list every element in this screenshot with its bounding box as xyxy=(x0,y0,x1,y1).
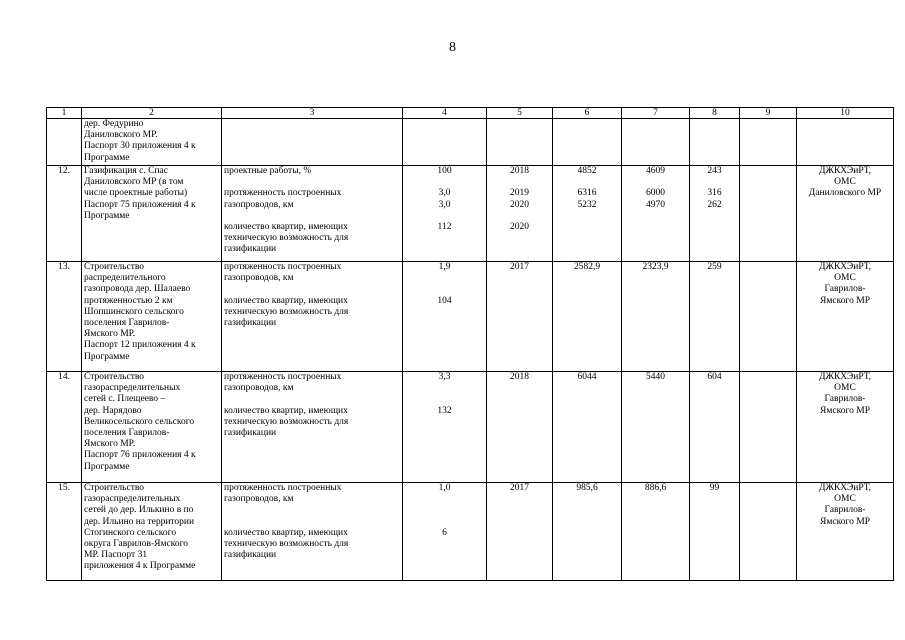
program-table xyxy=(46,107,894,581)
cell-line: ДЖКХЭиРТ, xyxy=(818,262,872,272)
cell-line xyxy=(224,211,400,222)
cell-line: 886,6 xyxy=(644,483,667,493)
indicator-value-cell xyxy=(403,483,487,581)
cell-line xyxy=(224,284,400,295)
cell-line xyxy=(224,517,400,528)
cell-line: 4852 xyxy=(577,166,597,176)
cell-line: 5232 xyxy=(577,199,597,210)
cell-line: 1,9 xyxy=(438,262,451,272)
cell-line: Шопшинского сельского xyxy=(84,306,184,317)
row-number: 15. xyxy=(47,483,82,581)
table-row xyxy=(47,262,894,372)
cell-line: протяженность построенных xyxy=(224,483,342,493)
cell-line: Ямского МР xyxy=(820,516,870,527)
cell-line: техническую возможность для xyxy=(224,416,349,427)
funding-total-cell xyxy=(553,119,622,166)
cell-line: Ямского МР. xyxy=(84,329,136,340)
funding-local-cell xyxy=(690,483,740,581)
cell-line: 99 xyxy=(709,483,720,493)
cell-line: протяженность построенных xyxy=(224,188,342,199)
cell-line: 132 xyxy=(437,405,452,416)
cell-line: Строительство xyxy=(84,262,145,272)
cell-line: протяженностью 2 км xyxy=(84,295,173,306)
cell-line: 3,3 xyxy=(438,372,451,382)
row-number xyxy=(47,119,82,166)
cell-line: 6044 xyxy=(577,372,597,382)
executor-cell xyxy=(797,372,894,483)
cell-line: 3,0 xyxy=(438,199,451,210)
cell-line: ДЖКХЭиРТ, xyxy=(818,483,872,493)
object-name-cell xyxy=(82,372,222,483)
funding-regional-cell xyxy=(622,483,690,581)
cell-line xyxy=(224,177,400,188)
cell-line: 1,0 xyxy=(438,483,451,493)
object-name-cell xyxy=(82,262,222,372)
cell-line: газопроводов, км xyxy=(224,199,294,210)
cell-line: приложения 4 к Программе xyxy=(84,561,196,572)
cell-line: Ямского МР. xyxy=(84,439,136,450)
cell-line: газопроводов, км xyxy=(224,273,294,284)
column-header: 5 xyxy=(487,108,553,119)
cell-line: Даниловского МР. xyxy=(84,130,158,141)
column-header: 7 xyxy=(622,108,690,119)
cell-line: ДЖКХЭиРТ, xyxy=(818,372,872,382)
cell-line xyxy=(405,177,484,188)
funding-local-cell xyxy=(690,372,740,483)
funding-total-cell xyxy=(553,483,622,581)
funding-regional-cell xyxy=(622,372,690,483)
cell-line: протяженность построенных xyxy=(224,372,342,382)
cell-line: 2323,9 xyxy=(642,262,669,272)
cell-line: 262 xyxy=(707,199,722,210)
cell-line: ДЖКХЭиРТ, xyxy=(818,166,872,176)
indicator-cell xyxy=(222,262,403,372)
cell-line: Программе xyxy=(84,210,130,221)
funding-regional-cell xyxy=(622,262,690,372)
cell-line: Гаврилов- xyxy=(824,284,866,295)
year-cell xyxy=(487,483,553,581)
funding-total-cell xyxy=(553,372,622,483)
cell-line: сетей до дер. Илькино в по xyxy=(84,505,194,516)
cell-line xyxy=(224,394,400,405)
table-row xyxy=(47,372,894,483)
cell-line: Стогинского сельского xyxy=(84,527,177,538)
row-number: 12. xyxy=(47,166,82,262)
cell-line: 5440 xyxy=(646,372,665,382)
cell-line: Строительство xyxy=(84,483,145,493)
cell-line: 2018 xyxy=(510,166,529,176)
cell-line: 604 xyxy=(707,372,722,382)
year-cell xyxy=(487,119,553,166)
year-cell xyxy=(487,166,553,262)
funding-local-cell xyxy=(690,262,740,372)
cell-line xyxy=(692,177,737,188)
cell-line: 316 xyxy=(707,188,722,199)
cell-line: распределительного xyxy=(84,273,166,284)
cell-line: техническую возможность для xyxy=(224,538,349,549)
cell-line: дер. Ильино на территории xyxy=(84,516,195,527)
cell-line: 2020 xyxy=(510,199,529,210)
indicator-value-cell xyxy=(403,262,487,372)
cell-line: газификации xyxy=(224,550,277,561)
cell-line: 6 xyxy=(442,527,447,538)
cell-line: ОМС xyxy=(834,273,856,284)
cell-line: Программе xyxy=(84,461,130,472)
cell-line: техническую возможность для xyxy=(224,306,349,317)
cell-line: 2019 xyxy=(510,188,529,199)
cell-line: Строительство xyxy=(84,372,145,382)
cell-line xyxy=(405,273,484,284)
row-number: 13. xyxy=(47,262,82,372)
cell-line: количество квартир, имеющих xyxy=(224,295,348,306)
cell-line: количество квартир, имеющих xyxy=(224,221,348,232)
funding-other-cell xyxy=(740,166,797,262)
cell-line: Даниловского МР xyxy=(808,188,882,199)
cell-line: количество квартир, имеющих xyxy=(224,527,348,538)
cell-line xyxy=(555,177,619,188)
column-header: 10 xyxy=(797,108,894,119)
cell-line: Паспорт 30 приложения 4 к xyxy=(84,141,196,152)
cell-line: количество квартир, имеющих xyxy=(224,405,348,416)
cell-line: техническую возможность для xyxy=(224,233,349,244)
cell-line: сетей с. Плещеево – xyxy=(84,394,166,405)
cell-line: 6316 xyxy=(577,188,597,199)
table-row xyxy=(47,166,894,262)
cell-line xyxy=(405,284,484,295)
column-header: 3 xyxy=(222,108,403,119)
cell-line: газопроводов, км xyxy=(224,383,294,394)
funding-other-cell xyxy=(740,119,797,166)
cell-line: Паспорт 76 приложения 4 к xyxy=(84,450,196,461)
column-header: 2 xyxy=(82,108,222,119)
cell-line: 2020 xyxy=(510,221,529,232)
column-header: 1 xyxy=(47,108,82,119)
column-header: 8 xyxy=(690,108,740,119)
year-cell xyxy=(487,262,553,372)
cell-line: Великосельского сельского xyxy=(84,416,195,427)
row-number: 14. xyxy=(47,372,82,483)
table-row xyxy=(47,483,894,581)
cell-line: протяженность построенных xyxy=(224,262,342,272)
funding-other-cell xyxy=(740,372,797,483)
cell-line xyxy=(489,177,550,188)
indicator-cell xyxy=(222,372,403,483)
indicator-cell xyxy=(222,483,403,581)
cell-line xyxy=(489,211,550,222)
cell-line: Программе xyxy=(84,152,130,163)
column-header: 9 xyxy=(740,108,797,119)
cell-line: 243 xyxy=(707,166,722,176)
cell-line xyxy=(405,517,484,528)
cell-line: газораспределительных xyxy=(84,494,181,505)
cell-line: Газификация с. Спас xyxy=(84,166,168,176)
cell-line: поселения Гаврилов- xyxy=(84,318,170,329)
funding-total-cell xyxy=(553,166,622,262)
cell-line: 4609 xyxy=(646,166,665,176)
cell-line: газопроводов, км xyxy=(224,494,294,505)
cell-line: Паспорт 75 приложения 4 к xyxy=(84,199,196,210)
cell-line: Ямского МР xyxy=(820,405,870,416)
executor-cell xyxy=(797,483,894,581)
cell-line: 4970 xyxy=(646,199,665,210)
cell-line: Ямского МР xyxy=(820,295,870,306)
year-cell xyxy=(487,372,553,483)
object-name-cell xyxy=(82,119,222,166)
cell-line: 2017 xyxy=(510,483,529,493)
cell-line: 2017 xyxy=(510,262,529,272)
cell-line: числе проектные работы) xyxy=(84,188,188,199)
cell-line: Паспорт 12 приложения 4 к xyxy=(84,340,196,351)
cell-line xyxy=(405,383,484,394)
cell-line: ОМС xyxy=(834,383,856,394)
cell-line: 100 xyxy=(437,166,452,176)
indicator-value-cell xyxy=(403,119,487,166)
cell-line: округа Гаврилов-Ямского xyxy=(84,539,189,550)
cell-line xyxy=(405,211,484,222)
indicator-value-cell xyxy=(403,372,487,483)
funding-regional-cell xyxy=(622,119,690,166)
cell-line xyxy=(405,505,484,516)
cell-line: 2018 xyxy=(510,372,529,382)
cell-line xyxy=(405,494,484,505)
executor-cell xyxy=(797,262,894,372)
column-header: 6 xyxy=(553,108,622,119)
cell-line: Даниловского МР (в том xyxy=(84,177,184,188)
cell-line: 104 xyxy=(437,295,452,306)
table-row xyxy=(47,119,894,166)
funding-regional-cell xyxy=(622,166,690,262)
page-number: 8 xyxy=(449,40,456,55)
cell-line: МР. Паспорт 31 xyxy=(84,550,148,561)
indicator-value-cell xyxy=(403,166,487,262)
cell-line: 3,0 xyxy=(438,188,451,199)
column-header: 4 xyxy=(403,108,487,119)
object-name-cell xyxy=(82,166,222,262)
cell-line: газораспределительных xyxy=(84,383,181,394)
cell-line: газификации xyxy=(224,318,277,328)
cell-line: дер. Федурино xyxy=(84,119,144,129)
cell-line: проектные работы, % xyxy=(224,166,312,176)
cell-line: ОМС xyxy=(834,494,856,505)
cell-line: газопровода дер. Шалаево xyxy=(84,284,191,295)
executor-cell xyxy=(797,166,894,262)
cell-line xyxy=(624,177,687,188)
funding-local-cell xyxy=(690,166,740,262)
funding-other-cell xyxy=(740,483,797,581)
cell-line xyxy=(224,505,400,516)
cell-line: 985,6 xyxy=(576,483,598,493)
cell-line: ОМС xyxy=(834,177,856,188)
cell-line xyxy=(405,394,484,405)
cell-line: 112 xyxy=(437,221,452,232)
funding-local-cell xyxy=(690,119,740,166)
funding-other-cell xyxy=(740,262,797,372)
indicator-cell xyxy=(222,166,403,262)
object-name-cell xyxy=(82,483,222,581)
cell-line: 259 xyxy=(707,262,722,272)
cell-line: газификации xyxy=(224,244,277,255)
cell-line: Гаврилов- xyxy=(824,394,866,405)
funding-total-cell xyxy=(553,262,622,372)
indicator-cell xyxy=(222,119,403,166)
executor-cell xyxy=(797,119,894,166)
cell-line: газификации xyxy=(224,428,277,438)
cell-line: Гаврилов- xyxy=(824,505,866,516)
cell-line: 2582,9 xyxy=(573,262,601,272)
cell-line: 6000 xyxy=(646,188,665,199)
cell-line: Программе xyxy=(84,351,130,362)
cell-line: дер. Нарядово xyxy=(84,405,142,416)
cell-line: поселения Гаврилов- xyxy=(84,428,170,439)
header-row xyxy=(47,108,894,119)
